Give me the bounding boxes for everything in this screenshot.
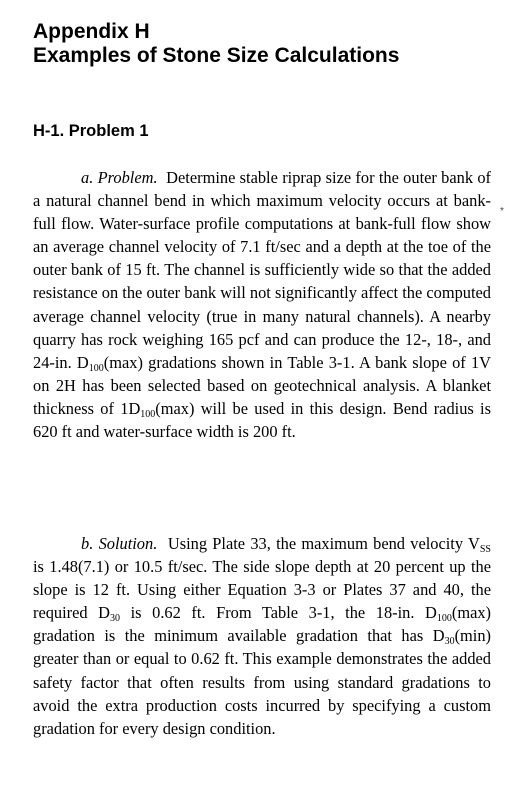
appendix-subtitle: Examples of Stone Size Calculations [33, 44, 400, 67]
problem-text-2: (max) gradations shown in Table 3-1. A bank slope of 1V on 2H has been selected based on geotechnical analysis. A blanket thickness of 1D [33, 352, 491, 418]
solution-sub-2: 30 [110, 613, 121, 625]
problem-paragraph [33, 166, 491, 443]
solution-text-1: Using Plate 33, the maximum bend velocity V [167, 534, 480, 553]
solution-text-5: (min) greater than or equal to 0.62 ft. This example demonstrates the added safety factor that often results from using standard gradations to avoid the extra production costs incurred by specifying a custom gradation for every design condition. [33, 626, 491, 738]
solution-text-4: (max) gradation is the minimum available gradation that has D [33, 603, 491, 646]
problem-label: a. Problem. [81, 168, 158, 187]
appendix-label: Appendix H [33, 20, 150, 43]
appendix-title [33, 20, 399, 68]
problem-sub-1: 100 [88, 362, 104, 374]
solution-text-3: is 0.62 ft. From Table 3-1, the 18-in. D [120, 603, 437, 623]
solution-sub-3: 100 [436, 613, 452, 625]
solution-text-2: is 1.48(7.1) or 10.5 ft/sec. The side slope depth at 20 percent up the slope is 12 ft. Using either Equation 3-3 or Plates 37 and 40, the required D [33, 557, 491, 623]
problem-sub-2: 100 [140, 408, 156, 420]
solution-sub-1: SS [479, 544, 491, 555]
section-heading: H-1. Problem 1 [33, 122, 149, 140]
solution-label: b. Solution. [81, 534, 158, 553]
problem-text-3: (max) will be used in this design. Bend radius is 620 ft and water-surface width is 200 ft. [33, 398, 491, 442]
problem-text-1: Determine stable riprap size for the outer bank of a natural channel bend in which maximum velocity occurs at bank-full flow. Water-surface profile computations at bank-full flow show an average channel velocity of 7.1 ft/sec and a depth at the toe of the outer bank of 15 ft. The channel is sufficiently wide so that the added resistance on the outer bank will not significantly affect the computed average channel velocity (true in many natural channels). A nearby quarry has rock weighing 165 pcf and can produce the 12-, 18-, and 24-in. D [33, 168, 491, 372]
solution-paragraph [33, 532, 491, 740]
solution-sub-4: 30 [444, 636, 455, 648]
revision-mark: * [500, 206, 504, 217]
